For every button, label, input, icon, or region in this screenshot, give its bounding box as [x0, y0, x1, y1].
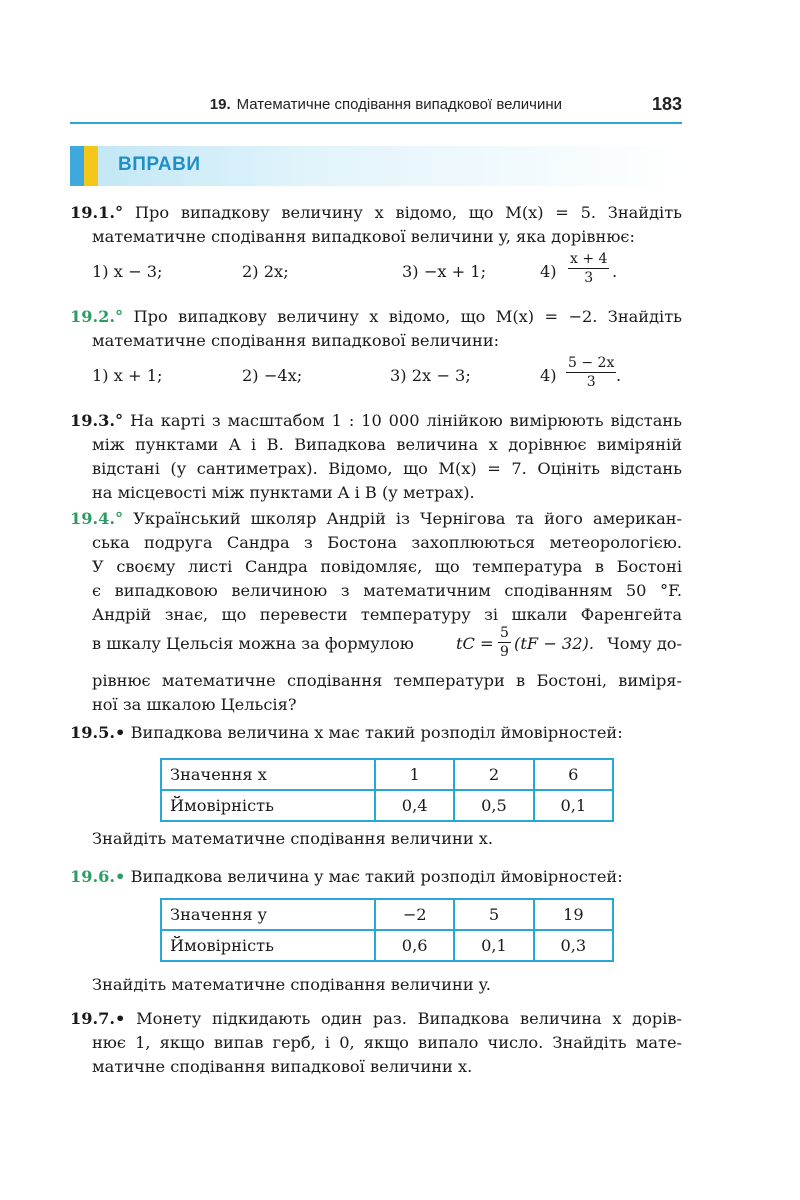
option-1: 1) x + 1; [92, 366, 163, 385]
fraction-denominator: 3 [584, 270, 594, 286]
exercise-number: 19.6.• [70, 867, 126, 886]
exercise-19-4-formula-line [92, 624, 682, 670]
exercise-number: 19.3.° [70, 411, 124, 430]
fraction-numerator: 5 − 2x [568, 355, 615, 371]
chapter-number: 19. [209, 96, 231, 113]
exercise-19-4-line-2: ська подруга Сандра з Бостона захоплюються метеорологією. [92, 533, 682, 552]
band-blue-marker [70, 146, 84, 186]
table-row [161, 790, 613, 821]
table-cell: 1 [375, 759, 454, 790]
exercise-19-4-line-8: ної за шкалою Цельсія? [92, 695, 297, 714]
option-3: 3) 2x − 3; [390, 366, 471, 385]
exercise-19-6-line-1 [70, 866, 682, 888]
exercise-text: На карті з масштабом 1 : 10 000 лінійкою вимірюють відстань [130, 411, 682, 430]
exercise-19-7-line-3: матичне сподівання випадкової величини x. [92, 1057, 473, 1076]
option-3: 3) −x + 1; [402, 262, 487, 281]
fraction-denominator: 3 [586, 374, 596, 390]
option-4-period: . [612, 262, 618, 281]
exercise-19-3-line-4: на місцевості між пунктами A і B (у метрах). [92, 483, 475, 502]
formula-numerator: 5 [500, 625, 509, 641]
exercise-text: Про випадкову величину x відомо, що M(x) = 5. Знайдіть [134, 203, 682, 222]
exercise-19-1-line-1 [70, 202, 682, 224]
table-cell: 0,6 [375, 930, 454, 961]
option-4: 4) [540, 366, 557, 385]
table-cell: 0,1 [534, 790, 613, 821]
table-cell: 0,3 [534, 930, 613, 961]
formula-outro: Чому до- [607, 634, 682, 653]
exercise-19-4-line-7: рівнює математичне сподівання температури в Бостоні, виміря- [92, 671, 682, 690]
chapter-title-text: Математичне сподівання випадкової величини [236, 96, 562, 113]
table-cell: 2 [454, 759, 533, 790]
option-4-fraction [568, 250, 609, 287]
table-row [161, 930, 613, 961]
exercise-text: Український школяр Андрій із Чернігова та його американ- [133, 509, 682, 528]
exercise-19-3-line-3: відстані (у сантиметрах). Відомо, що M(x) = 7. Оцініть відстань [92, 459, 682, 478]
exercise-number: 19.5.• [70, 723, 126, 742]
formula-rhs: (tF − 32). [514, 634, 594, 653]
table-row-label: Ймовірність [161, 930, 375, 961]
distribution-table-y [160, 898, 614, 962]
table-row [161, 759, 613, 790]
exercise-19-7-line-1 [70, 1008, 682, 1030]
table-cell: −2 [375, 899, 454, 930]
exercise-19-4-line-5: Андрій знає, що перевести температуру зі шкали Фаренгейта [92, 605, 682, 624]
section-title: ВПРАВИ [118, 154, 201, 175]
option-4: 4) [540, 262, 557, 281]
exercise-text: Монету підкидають один раз. Випадкова величина x дорів- [136, 1009, 682, 1028]
exercise-19-4-line-4: є випадковою величиною з математичним сподіванням 50 °F. [92, 581, 682, 600]
option-2: 2) 2x; [242, 262, 289, 281]
formula-denominator: 9 [500, 644, 509, 660]
exercise-number: 19.4.° [70, 509, 124, 528]
distribution-table-x [160, 758, 614, 822]
exercise-text: Випадкова величина y має такий розподіл ймовірностей: [130, 867, 623, 886]
exercise-19-5-question: Знайдіть математичне сподівання величини x. [92, 829, 494, 848]
exercise-19-4-line-1 [70, 508, 682, 530]
option-4-period: . [616, 366, 622, 385]
exercise-19-2-line-2: математичне сподівання випадкової величини: [92, 331, 500, 350]
exercise-19-1-line-2: математичне сподівання випадкової величини y, яка дорівнює: [92, 227, 635, 246]
exercise-text: Випадкова величина x має такий розподіл ймовірностей: [130, 723, 623, 742]
table-cell: 0,5 [454, 790, 533, 821]
exercise-19-3-line-1 [70, 410, 682, 432]
table-cell: 6 [534, 759, 613, 790]
exercise-19-4-line-3: У своєму листі Сандра повідомляє, що температура в Бостоні [92, 557, 682, 576]
option-1: 1) x − 3; [92, 262, 163, 281]
formula-fraction [498, 624, 511, 661]
exercise-number: 19.2.° [70, 307, 124, 326]
chapter-title [210, 96, 562, 113]
exercise-19-2-line-1 [70, 306, 682, 328]
exercise-text: Про випадкову величину x відомо, що M(x) = −2. Знайдіть [133, 307, 682, 326]
formula-intro: в шкалу Цельсія можна за формулою [92, 634, 414, 653]
exercise-19-7-line-2: нює 1, якщо випав герб, і 0, якщо випало число. Знайдіть мате- [92, 1033, 682, 1052]
fraction-numerator: x + 4 [570, 251, 608, 267]
exercise-19-6-question: Знайдіть математичне сподівання величини y. [92, 975, 491, 994]
exercise-19-3-line-2: між пунктами A і B. Випадкова величина x дорівнює виміряній [92, 435, 682, 454]
exercise-19-5-line-1 [70, 722, 682, 744]
band-yellow-marker [84, 146, 98, 186]
table-row [161, 899, 613, 930]
formula-lhs: tC = [456, 634, 494, 653]
option-4-fraction [566, 354, 616, 391]
page-header [70, 92, 682, 124]
option-2: 2) −4x; [242, 366, 303, 385]
page-number: 183 [651, 94, 682, 114]
table-cell: 5 [454, 899, 533, 930]
exercise-19-1-options [92, 250, 682, 298]
table-cell: 19 [534, 899, 613, 930]
table-cell: 0,1 [454, 930, 533, 961]
exercise-number: 19.1.° [70, 203, 124, 222]
table-row-label: Ймовірність [161, 790, 375, 821]
table-row-label: Значення x [161, 759, 375, 790]
exercise-19-2-options [92, 354, 682, 402]
table-row-label: Значення y [161, 899, 375, 930]
table-cell: 0,4 [375, 790, 454, 821]
exercise-number: 19.7.• [70, 1009, 126, 1028]
